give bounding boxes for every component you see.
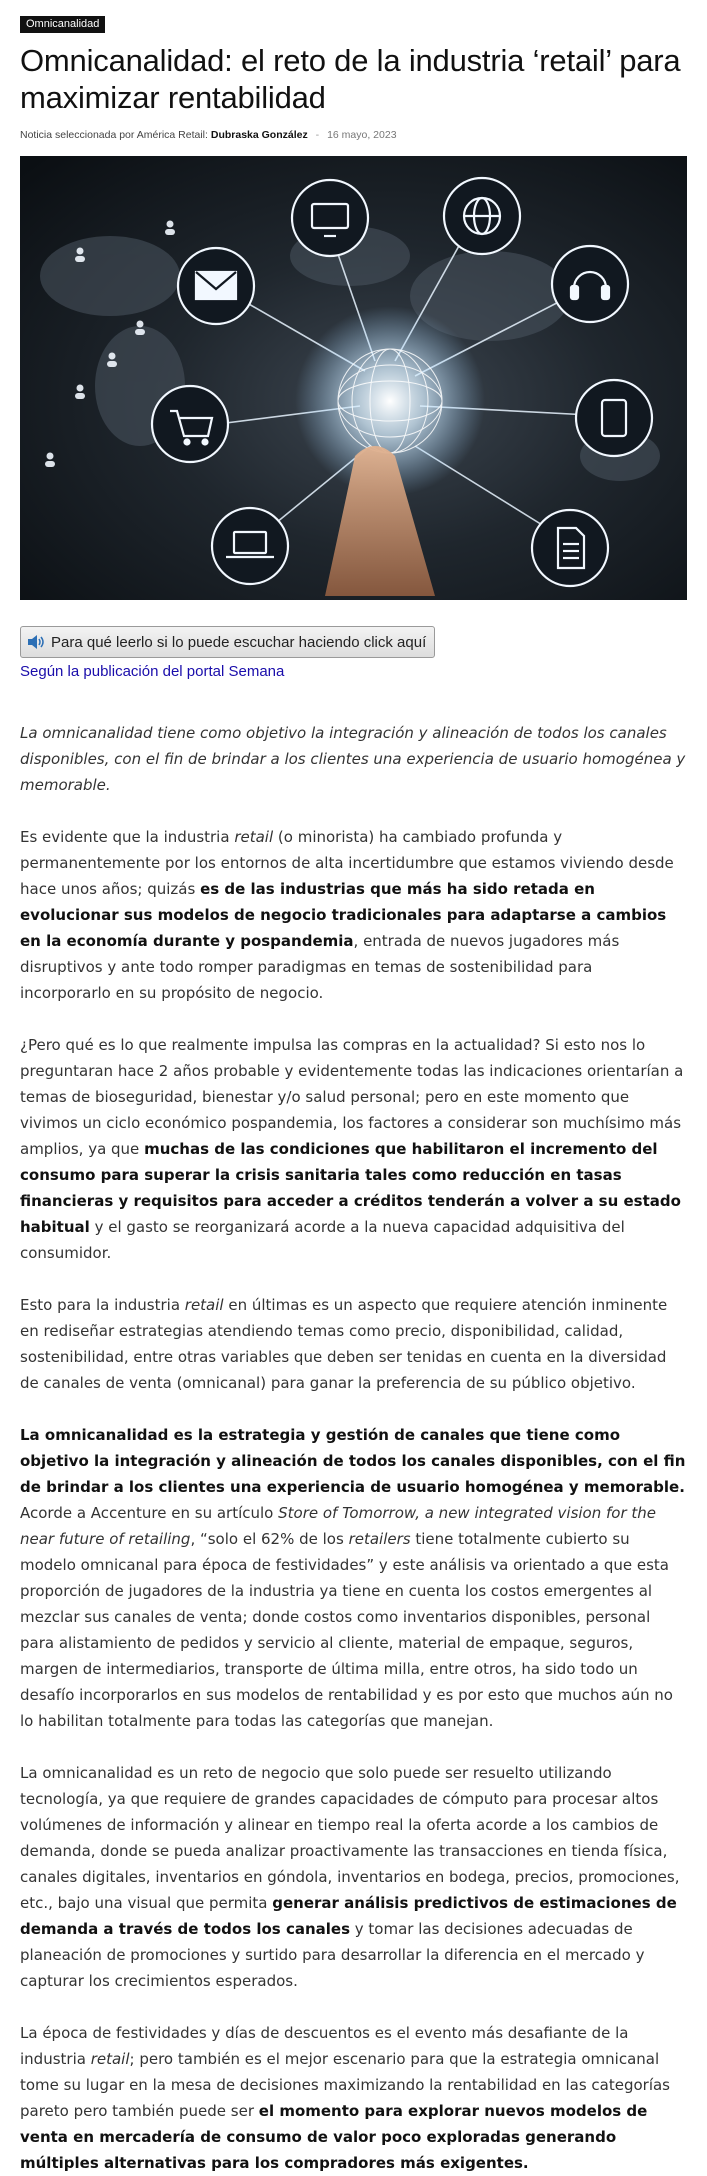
article-paragraph: La omnicanalidad es la estrategia y gestión de canales que tiene como objetivo la integración y alineación de todos los canales disponibles, con el fin de brindar a los clientes una experiencia de usuario homogénea y memorable. Acorde a Accenture en su artículo Store of Tomorrow, a new integrated vision for the near future of retailing, “solo el 62% de los retailers tiene totalmente cubierto su modelo omnicanal para época de festividades” y este análisis va orientado a que esta proporción de jugadores de la industria ya tiene en cuenta los costos emergentes al mezclar sus canales de venta; donde costos como inventarios disponibles, personal para alistamiento de pedidos y servicio al cliente, material de empaque, seguros, margen de intermediarios, transporte de última milla, entre otros, ha sido todo un desafío incorporarlos en sus modelos de rentabilidad y es por esto que muchos aún no lo habilitan totalmente para todas las categorías que manejan. — [20, 1426, 686, 1730]
article-paragraph: La omnicanalidad es un reto de negocio que solo puede ser resuelto utilizando tecnología, ya que requiere de grandes capacidades de cómputo para procesar altos volúmenes de información y alinear en tiempo real la oferta acorde a los cambios de demanda, donde se pueda analizar proactivamente las transacciones en tienda física, canales digitales, inventarios en góndola, inventarios en bodega, precios, promociones, etc., bajo una visual que permita generar análisis predictivos de estimaciones de demanda a través de todos los canales y tomar las decisiones adecuadas de planeación de promociones y surtido para desarrollar la diferencia en el mercado y capturar los crecimientos esperados. — [20, 1764, 680, 1990]
article-paragraph: Es evidente que la industria retail (o minorista) ha cambiado profunda y permanentemente por los entornos de alta incertidumbre que estamos viviendo desde hace unos años; quizás es de las industrias que más ha sido retada en evolucionar sus modelos de negocio tradicionales para adaptarse a cambios en la economía durante y pospandemia, entrada de nuevos jugadores más disruptivos y ante todo romper paradigmas en temas de sostenibilidad para incorporarlo en su propósito de negocio. — [20, 828, 674, 1002]
laptop-icon — [212, 508, 288, 584]
article-paragraph: La época de festividades y días de descuentos es el evento más desafiante de la industria retail; pero también es el mejor escenario para que la estrategia omnicanal tome su lugar en la mesa de decisiones maximizando la rentabilidad en las categorías pareto pero también puede ser el momento para explorar nuevos modelos de venta en mercadería de consumo de valor poco exploradas generando múltiples alternativas para los compradores más exigentes. — [20, 2024, 670, 2172]
article-paragraph: ¿Pero qué es lo que realmente impulsa las compras en la actualidad? Si esto nos lo preguntaran hace 2 años probable y evidentemente todas las indicaciones orientarían a temas de bioseguridad, bienestar y/o salud personal; pero en este momento que vivimos un ciclo económico pospandemia, los factores a considerar son muchísimo más amplios, ya que muchas de las condiciones que habilitaron el incremento del consumo para superar la crisis sanitaria tales como reducción en tasas financieras y requisitos para acceder a créditos tenderán a volver a su estado habitual y el gasto se reorganizará acorde a la nueva capacidad adquisitiva del consumidor. — [20, 1036, 684, 1262]
meta-separator: - — [315, 129, 320, 141]
article-meta — [20, 128, 687, 142]
speaker-icon — [27, 634, 45, 650]
headset-icon — [552, 246, 628, 322]
article-paragraph: Esto para la industria retail en últimas es un aspecto que requiere atención inminente en rediseñar estrategias atendiendo temas como precio, disponibilidad, calidad, sostenibilidad, entre otras variables que deben ser tenidas en cuenta en la diversidad de canales de venta (omnicanal) para ganar la preferencia de su público objetivo. — [20, 1296, 668, 1392]
shopping-cart-icon — [152, 386, 228, 462]
listen-audio-button[interactable] — [20, 626, 435, 658]
article-lead: La omnicanalidad tiene como objetivo la integración y alineación de todos los canales disponibles, con el fin de brindar a los clientes una experiencia de usuario homogénea y memorable. — [20, 724, 686, 794]
author-link[interactable]: Dubraska González — [210, 129, 308, 141]
article-body — [20, 720, 687, 2176]
hero-image — [20, 156, 687, 600]
document-icon — [532, 510, 608, 586]
source-link[interactable]: Según la publicación del portal Semana — [20, 663, 285, 680]
category-tag[interactable]: Omnicanalidad — [20, 16, 105, 33]
listen-button-label: Para qué leerlo si lo puede escuchar haciendo click aquí — [51, 633, 427, 651]
tablet-icon — [576, 380, 652, 456]
publish-date: 16 mayo, 2023 — [327, 129, 397, 141]
article-title: Omnicanalidad: el reto de la industria ‘retail’ para maximizar rentabilidad — [20, 43, 681, 115]
monitor-icon — [292, 180, 368, 256]
meta-prefix: Noticia seleccionada por América Retail: — [20, 129, 208, 141]
